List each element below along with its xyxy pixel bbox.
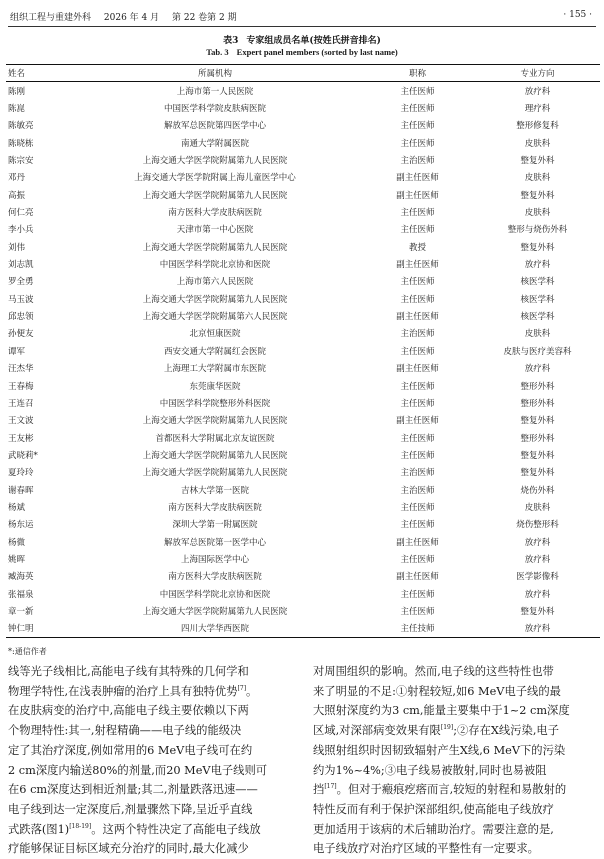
table-row [6,82,600,100]
table-row [6,290,600,307]
text-line [313,701,596,721]
cell-title: 主任医师 [400,502,435,513]
cell-name: 孙便友 [8,329,34,340]
text-line [8,701,291,721]
text-line [8,780,291,800]
table-footnote: *:通信作者 [8,647,47,656]
table-header-row [6,65,600,82]
cell-specialty: 放疗科 [524,364,551,375]
cell-title: 主任医师 [400,520,435,531]
cell-specialty: 核医学科 [520,294,555,305]
header-rule [8,26,596,27]
table-row [6,134,600,151]
cell-specialty: 理疗科 [524,104,551,115]
text-run: 定了其治疗深度,例如常用的6 MeV电子线可在约 [8,743,253,757]
text-line [313,839,596,859]
cell-title: 主任医师 [400,554,435,565]
cell-title: 教授 [408,242,426,253]
text-run: 在6 cm深度达到相近剂量;其二,剂量跌落迅速—— [8,783,258,797]
cell-specialty: 整复外科 [520,416,555,427]
text-line [8,820,291,840]
cell-name: 刘伟 [8,242,26,253]
cell-name: 杨斌 [8,502,26,513]
cell-name: 谢春晖 [8,485,34,496]
issue-date: 2026 年 4 月 [103,13,160,23]
cell-title: 副主任医师 [396,364,439,375]
table-row [6,585,600,602]
text-run: ;②存在X线污染,电子 [453,724,560,738]
cell-title: 副主任医师 [396,312,439,323]
cell-institution: 北京恒康医院 [189,329,241,340]
table-row [6,550,600,567]
cell-specialty: 整复外科 [520,190,555,201]
cell-title: 主任医师 [400,589,435,600]
citation-ref: [18-19] [69,822,92,830]
table-row [6,429,600,446]
cell-institution: 东莞康华医院 [189,381,241,392]
body-text-right-column [313,662,596,859]
cell-institution: 中国医学科学院北京协和医院 [159,589,271,600]
cell-institution: 上海理工大学附属市东医院 [163,364,266,375]
table-row [6,186,600,203]
table-row [6,620,600,638]
table-row [6,516,600,533]
cell-title: 主任医师 [400,225,435,236]
text-line [8,721,291,741]
table-row [6,464,600,481]
text-run: 个物理特性:其一,射程精确——电子线的能级决 [8,724,242,738]
cell-institution: 上海交通大学医学院附属第九人民医院 [142,468,288,479]
text-run: 。这两个特性决定了高能电子线放 [91,822,261,836]
table-row [6,602,600,619]
text-run: 线照射组织时因韧致辐射产生X线,6 MeV下的污染 [313,743,566,757]
cell-specialty: 整形外科 [520,398,555,409]
cell-title: 主任医师 [400,104,435,115]
cell-institution: 吉林大学第一医院 [180,485,249,496]
column-header-title: 职称 [360,65,475,82]
text-run: 疗能够保证目标区域充分治疗的同时,最大化减少 [8,842,249,856]
citation-ref: [7] [237,684,247,692]
cell-institution: 南通大学附属医院 [180,138,249,149]
cell-institution: 上海交通大学医学院附属上海儿童医学中心 [134,173,296,184]
cell-specialty: 皮肤与医疗美容科 [503,346,572,357]
table-body [6,82,600,638]
text-run: 来了明显的不足:①射程较短,如6 MeV电子线的最 [313,684,561,698]
cell-title: 主任医师 [400,398,435,409]
cell-title: 主任医师 [400,277,435,288]
running-header [10,6,592,26]
table-row [6,307,600,324]
cell-specialty: 皮肤科 [524,208,551,219]
cell-title: 主任医师 [400,346,435,357]
cell-name: 王春梅 [8,381,34,392]
cell-institution: 西安交通大学附属红会医院 [163,346,266,357]
text-line [313,741,596,761]
table-caption-en [0,47,604,57]
cell-institution: 上海交通大学医学院附属第九人民医院 [142,450,288,461]
cell-name: 谭军 [8,346,26,357]
cell-specialty: 整形外科 [520,381,555,392]
cell-specialty: 皮肤科 [524,502,551,513]
cell-institution: 中国医学科学院整形外科医院 [159,398,271,409]
cell-name: 邱忠领 [8,312,34,323]
cell-title: 主任技师 [400,624,435,635]
text-run: 式跌落(图1) [8,822,70,836]
table-row [6,533,600,550]
text-line [8,761,291,781]
cell-institution: 上海交通大学医学院附属第九人民医院 [142,190,288,201]
cell-institution: 上海交通大学医学院附属第九人民医院 [142,156,288,167]
table-row [6,377,600,394]
cell-name: 汪杰华 [8,364,34,375]
cell-institution: 解放军总医院第四医学中心 [163,121,266,132]
cell-specialty: 皮肤科 [524,329,551,340]
text-run: 约为1%~4%;③电子线易被散射,同时也易被阻 [313,763,547,777]
cell-name: 陈崑 [8,104,26,115]
text-run: 电子线放疗对治疗区域的平整性有一定要求。 [313,842,539,856]
cell-specialty: 核医学科 [520,312,555,323]
cell-institution: 上海交通大学医学院附属第九人民医院 [142,294,288,305]
text-line [8,741,291,761]
page-number: · 155 · [563,10,592,20]
cell-title: 主任医师 [400,294,435,305]
citation-ref: [17] [324,783,337,791]
table-number-cn: 表3 [223,36,239,46]
text-line [8,839,291,859]
table-title-en: Expert panel members (sorted by last name) [236,47,398,57]
cell-title: 副主任医师 [396,260,439,271]
cell-specialty: 皮肤科 [524,138,551,149]
cell-name: 夏玲玲 [8,468,34,479]
text-line [313,800,596,820]
cell-title: 主任医师 [400,381,435,392]
volume-issue: 第 22 卷第 2 期 [171,13,237,23]
cell-title: 主任医师 [400,208,435,219]
text-line [313,682,596,702]
cell-institution: 南方医科大学皮肤病医院 [168,572,262,583]
cell-name: 马玉波 [8,294,34,305]
cell-title: 副主任医师 [396,190,439,201]
table-row [6,99,600,116]
cell-name: 陈敏亮 [8,121,34,132]
cell-title: 主治医师 [400,156,435,167]
table-row [6,498,600,515]
table-row [6,568,600,585]
cell-institution: 深圳大学第一附属医院 [172,520,258,531]
cell-name: 章一新 [8,606,34,617]
cell-title: 主任医师 [400,606,435,617]
text-run: 在皮肤病变的治疗中,高能电子线主要依赖以下两 [8,704,249,718]
text-run: 对周围组织的影响。然而,电子线的这些特性也带 [313,665,554,678]
cell-institution: 解放军总医院第一医学中心 [163,537,266,548]
table-row [6,221,600,238]
text-run: 区域,对深部病变效果有限 [313,724,441,738]
cell-institution: 上海市第一人民医院 [176,86,254,97]
cell-specialty: 整复外科 [520,606,555,617]
cell-specialty: 整复外科 [520,242,555,253]
table-row [6,481,600,498]
table-title-cn: 专家组成员名单(按姓氏拼音排名) [246,36,381,46]
text-line [313,820,596,840]
cell-institution: 上海交通大学医学院附属第九人民医院 [142,242,288,253]
text-run: 。但对于瘢痕疙瘩而言,较短的射程和易散射的 [336,783,567,797]
text-line [8,662,291,682]
text-run: 线等光子线相比,高能电子线有其特殊的几何学和 [8,665,249,678]
table-row [6,394,600,411]
cell-institution: 南方医科大学皮肤病医院 [168,208,262,219]
journal-name: 组织工程与重建外科 [10,13,92,23]
cell-title: 副主任医师 [396,572,439,583]
text-line [313,761,596,781]
text-run: 电子线到达一定深度后,剂量骤然下降,呈近乎直线 [8,802,253,816]
cell-institution: 四川大学华西医院 [180,624,249,635]
cell-title: 主任医师 [400,450,435,461]
cell-name: 杨微 [8,537,26,548]
cell-institution: 上海交通大学医学院附属第九人民医院 [142,416,288,427]
text-run: 特性反而有利于保护深部组织,使高能电子线放疗 [313,802,554,816]
text-run: 2 cm深度内输送80%的剂量,而20 MeV电子线则可 [8,763,268,777]
table-row [6,238,600,255]
cell-specialty: 核医学科 [520,277,555,288]
table-row [6,446,600,463]
cell-specialty: 整形外科 [520,433,555,444]
cell-specialty: 放疗科 [524,589,551,600]
cell-title: 主治医师 [400,485,435,496]
cell-specialty: 放疗科 [524,537,551,548]
cell-name: 武晓莉* [8,450,38,461]
table-row [6,151,600,168]
table-row [6,325,600,342]
cell-title: 副主任医师 [396,173,439,184]
table-row [6,203,600,220]
cell-specialty: 放疗科 [524,86,551,97]
cell-institution: 上海国际医学中心 [180,554,249,565]
cell-name: 陈刚 [8,86,26,97]
text-run: 。 [246,684,258,698]
cell-name: 罗全勇 [8,277,34,288]
cell-institution: 上海交通大学医学院附属第六人民医院 [142,312,288,323]
body-text-left-column [8,662,291,859]
cell-name: 臧海英 [8,572,34,583]
cell-title: 主治医师 [400,329,435,340]
journal-info [10,10,247,23]
table-row [6,412,600,429]
text-line [8,682,291,702]
cell-title: 主治医师 [400,468,435,479]
table-number-en: Tab. 3 [206,47,229,57]
cell-title: 主任医师 [400,86,435,97]
cell-name: 钟仁明 [8,624,34,635]
cell-name: 何仁亮 [8,208,34,219]
table-caption-cn [0,33,604,46]
cell-name: 邓丹 [8,173,26,184]
text-run: 挡 [313,783,325,797]
cell-name: 张福泉 [8,589,34,600]
cell-specialty: 整形与烧伤外科 [507,225,568,236]
cell-name: 姚晖 [8,554,26,565]
cell-specialty: 烧伤外科 [520,485,555,496]
cell-specialty: 整形修复科 [516,121,559,132]
text-run: 大照射深度约为3 cm,能量主要集中于1~2 cm深度 [313,704,570,718]
cell-name: 刘志凯 [8,260,34,271]
column-header-specialty: 专业方向 [475,65,600,82]
column-header-name: 姓名 [6,65,70,82]
column-header-institution: 所属机构 [70,65,360,82]
text-line [313,780,596,800]
text-run: 物理学特性,在浅表肿瘤的治疗上具有独特优势 [8,684,238,698]
cell-institution: 南方医科大学皮肤病医院 [168,502,262,513]
table-row [6,117,600,134]
expert-panel-table [6,64,600,638]
cell-specialty: 放疗科 [524,554,551,565]
cell-name: 李小兵 [8,225,34,236]
cell-name: 王文波 [8,416,34,427]
cell-specialty: 放疗科 [524,260,551,271]
cell-specialty: 医学影像科 [516,572,559,583]
cell-name: 王友彬 [8,433,34,444]
cell-name: 杨东运 [8,520,34,531]
cell-specialty: 整复外科 [520,156,555,167]
cell-title: 主任医师 [400,433,435,444]
cell-institution: 中国医学科学院北京协和医院 [159,260,271,271]
cell-specialty: 烧伤整形科 [516,520,559,531]
text-run: 更加适用于该病的术后辅助治疗。需要注意的是, [313,822,554,836]
cell-title: 副主任医师 [396,537,439,548]
cell-institution: 上海市第六人民医院 [176,277,254,288]
cell-institution: 天津市第一中心医院 [176,225,254,236]
cell-institution: 首都医科大学附属北京友谊医院 [155,433,275,444]
cell-title: 主任医师 [400,138,435,149]
text-line [8,800,291,820]
cell-name: 王连召 [8,398,34,409]
table-row [6,360,600,377]
cell-institution: 中国医学科学院皮肤病医院 [163,104,266,115]
cell-specialty: 放疗科 [524,624,551,635]
citation-ref: [19] [440,724,454,732]
cell-name: 陈宗安 [8,156,34,167]
cell-specialty: 整复外科 [520,468,555,479]
table-row [6,169,600,186]
cell-specialty: 皮肤科 [524,173,551,184]
table-row [6,342,600,359]
cell-specialty: 整复外科 [520,450,555,461]
cell-title: 副主任医师 [396,416,439,427]
table-row [6,255,600,272]
cell-name: 高振 [8,190,26,201]
table-row [6,273,600,290]
cell-title: 主任医师 [400,121,435,132]
cell-name: 陈晓栋 [8,138,34,149]
text-line [313,662,596,682]
text-line [313,721,596,741]
cell-institution: 上海交通大学医学院附属第九人民医院 [142,606,288,617]
